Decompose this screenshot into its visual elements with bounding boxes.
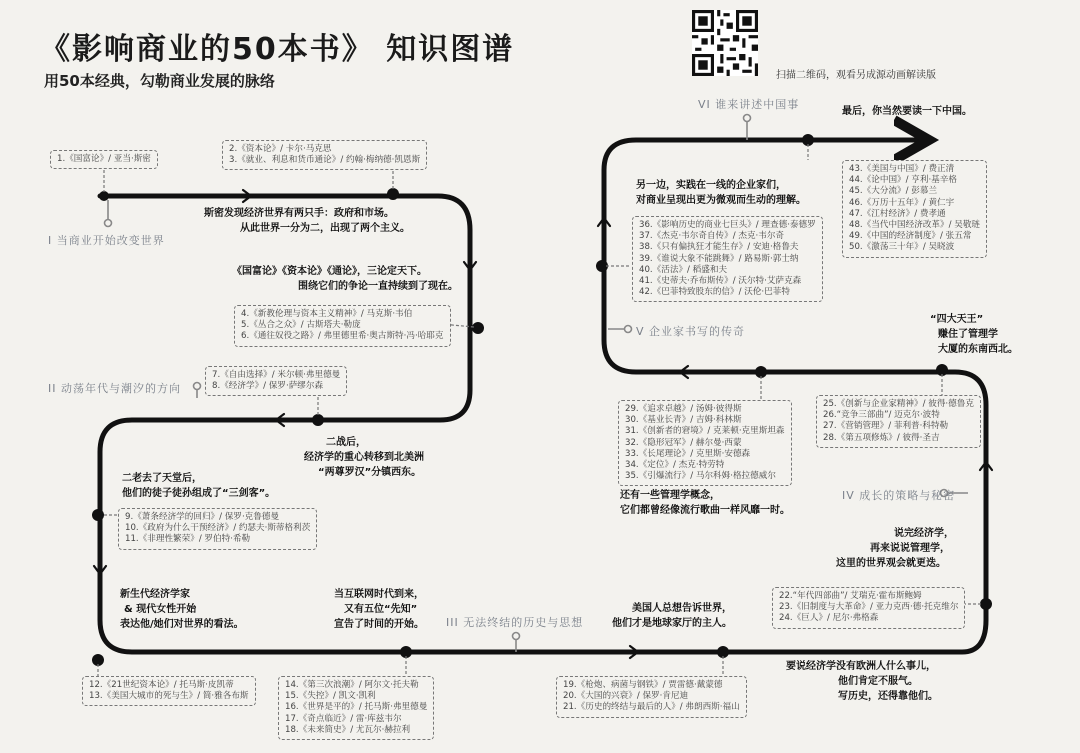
narrative-note-6: 当互联网时代到来， 又有五位“先知” 宣告了时间的开始。 xyxy=(334,589,424,630)
narrative-note-1: 斯密发现经济世界有两只手：政府和市场。 从此世界一分为二，出现了两个主义。 xyxy=(204,208,410,234)
book-box-25-28[interactable]: 25.《创新与企业家精神》/ 彼得·德鲁克 26.“竞争三部曲”/ 迈克尔·波特 27.《营销管理》/ 菲利普·科特勒 28.《第五项修炼》/ 彼得·圣吉 xyxy=(816,395,981,448)
narrative-note-9: 说完经济学， 再来说说管理学， 这里的世界观会就更迭。 xyxy=(836,528,954,569)
section-label-1: I 当商业开始改变世界 xyxy=(48,234,165,247)
book-box-1[interactable]: 1.《国富论》/ 亚当·斯密 xyxy=(50,150,158,169)
book-box-4-6[interactable]: 4.《新教伦理与资本主义精神》/ 马克斯·韦伯 5.《丛合之众》/ 古斯塔夫·勒庞 6.《通往奴役之路》/ 弗里德里希·奥古斯特·冯·哈耶克 xyxy=(234,305,451,347)
narrative-note-10: 还有一些管理学概念， 它们都曾经像流行歌曲一样风靡一时。 xyxy=(620,490,790,516)
narrative-note-2: 《国富论》《资本论》《通论》，三论定天下。 围绕它们的争论一直持续到了现在。 xyxy=(232,266,458,292)
book-box-19-21[interactable]: 19.《枪炮、病菌与钢铁》/ 贾雷德·戴蒙德 20.《大国的兴衰》/ 保罗·肯尼迪 21.《历史的终结与最后的人》/ 弗朗西斯·福山 xyxy=(556,676,747,718)
book-box-2-3[interactable]: 2.《资本论》/ 卡尔·马克思 3.《就业、利息和货币通论》/ 约翰·梅纳德·凯恩斯 xyxy=(222,140,427,170)
narrative-note-4: 二老去了天堂后， 他们的徒子徒孙组成了“三剑客”。 xyxy=(122,473,276,499)
book-box-7-8[interactable]: 7.《自由选择》/ 米尔顿·弗里德曼 8.《经济学》/ 保罗·萨缪尔森 xyxy=(205,366,347,396)
scan-instruction: 扫描二维码，观看另成源动画解读版 xyxy=(776,70,936,81)
book-box-43-50[interactable]: 43.《美国与中国》/ 费正清 44.《论中国》/ 亨利·基辛格 45.《大分流》/ 彭慕兰 46.《万历十五年》/ 黄仁宇 47.《江村经济》/ 费孝通 48.《当代中国经济改革》/ 吴敬琏 49.《中国的经济制度》/ 张五常 50.《激荡三十年》/ 吴晓波 xyxy=(842,160,987,258)
book-box-12-13[interactable]: 12.《21世纪资本论》/ 托马斯·皮凯蒂 13.《美国大城市的死与生》/ 简·雅各布斯 xyxy=(82,676,256,706)
narrative-note-12: 另一边，实践在一线的企业家们， 对商业呈现出更为微观而生动的理解。 xyxy=(636,180,806,206)
book-box-9-11[interactable]: 9.《萧条经济学的回归》/ 保罗·克鲁德曼 10.《政府为什么干预经济》/ 约瑟夫·斯蒂格利茨 11.《非理性繁荣》/ 罗伯特·希勒 xyxy=(118,508,317,550)
page-title: 《影响商业的50本书》 知识图谱 xyxy=(40,32,515,67)
book-box-36-42[interactable]: 36.《影响历史的商业七巨头》/ 理查德·泰德罗 37.《杰克·韦尔奇自传》/ 杰克·韦尔奇 38.《只有偏执狂才能生存》/ 安迪·格鲁夫 39.《谁说大象不能跳舞》/ 路易斯·郭士纳 40.《活法》/ 稻盛和夫 41.《史蒂夫·乔布斯传》/ 沃尔特·艾萨克森 42.《巴菲特致股东的信》/ 沃伦·巴菲特 xyxy=(632,216,823,302)
book-box-14-18[interactable]: 14.《第三次浪潮》/ 阿尔文·托夫勒 15.《失控》/ 凯文·凯利 16.《世界是平的》/ 托马斯·弗里德曼 17.《奇点临近》/ 雷·库兹韦尔 18.《未来简史》/ 尤瓦尔·赫拉利 xyxy=(278,676,434,740)
page-subtitle: 用50本经典，勾勒商业发展的脉络 xyxy=(44,72,275,90)
section-label-5: V 企业家书写的传奇 xyxy=(636,325,746,338)
section-label-4: IV 成长的策略与秘密 xyxy=(842,489,956,502)
narrative-note-13: 最后，你当然要读一下中国。 xyxy=(842,106,972,117)
narrative-note-5: 新生代经济学家 & 现代女性开始 表达他/她们对世界的看法。 xyxy=(120,589,244,630)
section-label-6: VI 谁来讲述中国事 xyxy=(698,98,800,111)
section-label-3: III 无法终结的历史与思想 xyxy=(446,616,584,629)
section-label-2: II 动荡年代与潮汐的方向 xyxy=(48,382,181,395)
narrative-note-7: 美国人总想告诉世界， 他们才是地球家厅的主人。 xyxy=(612,603,732,629)
narrative-note-3: 二战后， 经济学的重心转移到北美洲 “两尊罗汉”分镇西东。 xyxy=(304,437,424,478)
book-box-22-24[interactable]: 22.“年代四部曲”/ 艾瑞克·霍布斯鲍姆 23.《旧制度与大革命》/ 亚力克西·德·托克维尔 24.《巨人》/ 尼尔·弗格森 xyxy=(772,587,965,629)
narrative-note-8: 要说经济学没有欧洲人什么事儿， 他们肯定不服气。 写历史，还得靠他们。 xyxy=(786,661,938,702)
narrative-note-11: “四大天王” 赚住了管理学 大厦的东南西北。 xyxy=(930,314,1018,355)
book-box-29-35[interactable]: 29.《追求卓越》/ 汤姆·彼得斯 30.《基业长青》/ 吉姆·科林斯 31.《创新者的窘境》/ 克莱顿·克里斯坦森 32.《隐形冠军》/ 赫尔曼·西蒙 33.《长尾理论》/ 克里斯·安德森 34.《定位》/ 杰克·特劳特 35.《引爆流行》/ 马尔科姆·格拉德威尔 xyxy=(618,400,792,486)
